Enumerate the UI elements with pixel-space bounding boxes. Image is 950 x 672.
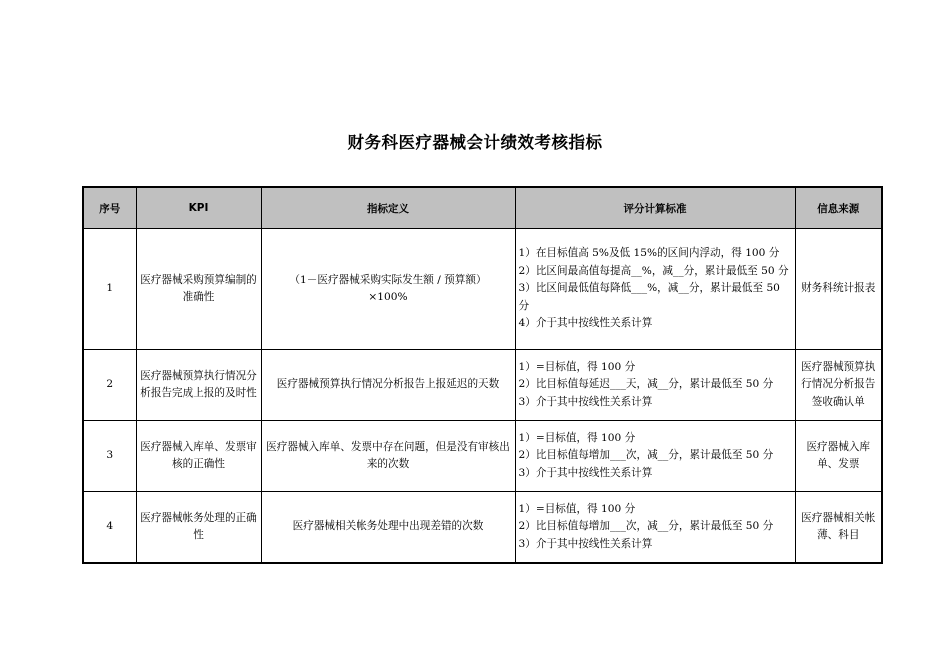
- criteria-line: 3）介于其中按线性关系计算: [518, 466, 653, 479]
- criteria-line: 3）介于其中按线性关系计算: [518, 395, 653, 408]
- header-source: 信息来源: [795, 187, 882, 229]
- cell-definition: 医疗器械相关帐务处理中出现差错的次数: [261, 492, 515, 564]
- criteria-line: 1）=目标值，得 100 分: [518, 431, 636, 444]
- criteria-line: 1）=目标值，得 100 分: [518, 502, 636, 515]
- cell-source: 医疗器械预算执行情况分析报告签收确认单: [795, 350, 882, 421]
- table-row: [83, 350, 882, 421]
- header-criteria: 评分计算标准: [515, 187, 795, 229]
- cell-criteria: [515, 350, 795, 421]
- kpi-table: [82, 186, 883, 564]
- table-row: [83, 492, 882, 564]
- cell-source: 医疗器械相关帐薄、科目: [795, 492, 882, 564]
- cell-criteria: [515, 229, 795, 350]
- cell-definition: （1－医疗器械采购实际发生额 / 预算额）×100%: [261, 229, 515, 350]
- criteria-line: 2）比区间最高值每提高__%，减__分，累计最低至 50 分: [518, 264, 789, 277]
- table-row: [83, 229, 882, 350]
- cell-source: 医疗器械入库单、发票: [795, 421, 882, 492]
- cell-kpi: 医疗器械预算执行情况分析报告完成上报的及时性: [136, 350, 261, 421]
- cell-no: 2: [83, 350, 136, 421]
- header-definition: 指标定义: [261, 187, 515, 229]
- criteria-line: 2）比目标值每增加___次，减__分，累计最低至 50 分: [518, 449, 774, 462]
- criteria-line: 2）比目标值每延迟___天，减__分，累计最低至 50 分: [518, 378, 774, 391]
- cell-no: 1: [83, 229, 136, 350]
- table-row: [83, 421, 882, 492]
- cell-criteria: [515, 421, 795, 492]
- page-title: 财务科医疗器械会计绩效考核指标: [347, 133, 603, 152]
- criteria-line: 1）在目标值高 5%及低 15%的区间内浮动，得 100 分: [518, 247, 780, 260]
- table-header-row: [83, 187, 882, 229]
- cell-kpi: 医疗器械采购预算编制的准确性: [136, 229, 261, 350]
- criteria-line: 3）介于其中按线性关系计算: [518, 537, 653, 550]
- cell-source: 财务科统计报表: [795, 229, 882, 350]
- header-no: 序号: [83, 187, 136, 229]
- cell-definition: 医疗器械预算执行情况分析报告上报延迟的天数: [261, 350, 515, 421]
- cell-kpi: 医疗器械帐务处理的正确性: [136, 492, 261, 564]
- header-kpi: KPI: [136, 187, 261, 229]
- cell-kpi: 医疗器械入库单、发票审核的正确性: [136, 421, 261, 492]
- criteria-line: 3）比区间最低值每降低___%，减__分，累计最低至 50 分: [518, 282, 780, 312]
- cell-no: 3: [83, 421, 136, 492]
- criteria-line: 2）比目标值每增加___次，减__分，累计最低至 50 分: [518, 520, 774, 533]
- cell-criteria: [515, 492, 795, 564]
- cell-no: 4: [83, 492, 136, 564]
- cell-definition: 医疗器械入库单、发票中存在问题，但是没有审核出来的次数: [261, 421, 515, 492]
- criteria-line: 1）=目标值，得 100 分: [518, 360, 636, 373]
- criteria-line: 4）介于其中按线性关系计算: [518, 317, 653, 330]
